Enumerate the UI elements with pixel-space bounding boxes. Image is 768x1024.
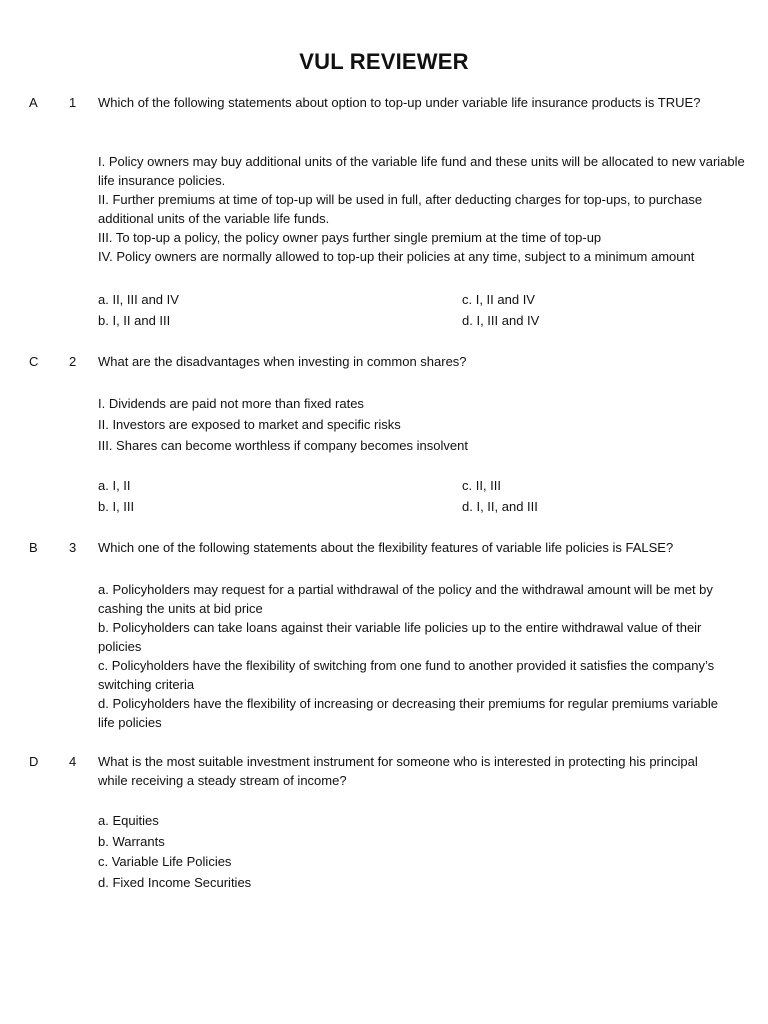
statement: III. To top-up a policy, the policy owner pays further single premium at the time of top-up	[98, 230, 602, 245]
option-c: c. Policyholders have the flexibility of switching from one fund to another provided it satisfies the company’s switching criteria	[98, 658, 715, 692]
question-number: 2	[69, 354, 77, 369]
statement: III. Shares can become worthless if company becomes insolvent	[98, 438, 468, 453]
option-d: d. Policyholders have the flexibility of increasing or decreasing their premiums for regular premiums variable life policies	[98, 696, 718, 730]
option-c: c. Variable Life Policies	[98, 854, 232, 869]
option-c: c. II, III	[462, 478, 502, 493]
document-title: VUL REVIEWER	[299, 49, 469, 74]
option-a: a. I, II	[98, 478, 131, 493]
question-2-statements	[98, 393, 750, 456]
option-c: c. I, II and IV	[462, 292, 535, 307]
question-number: 4	[69, 754, 77, 769]
option-a: a. Policyholders may request for a partial withdrawal of the policy and the withdrawal amount will be met by cashing the units at bid price	[98, 582, 713, 616]
question-stem: Which of the following statements about option to top-up under variable life insurance products is TRUE?	[98, 95, 701, 110]
answer-key: C	[29, 354, 39, 369]
answer-key: D	[29, 754, 39, 769]
statement: I. Policy owners may buy additional units of the variable life fund and these units will be allocated to new variable life insurance policies.	[98, 154, 745, 188]
statement: II. Further premiums at time of top-up will be used in full, after deducting charges for top-ups, to purchase additional units of the variable life funds.	[98, 192, 703, 226]
statement: II. Investors are exposed to market and specific risks	[98, 417, 401, 432]
option-d: d. I, III and IV	[462, 313, 540, 328]
question-1-options	[98, 290, 748, 332]
statement: I. Dividends are paid not more than fixed rates	[98, 396, 364, 411]
question-stem: What is the most suitable investment instrument for someone who is interested in protecting his principal while receiving a steady stream of income?	[98, 754, 698, 788]
question-4-options	[98, 811, 748, 893]
option-b: b. Warrants	[98, 833, 165, 849]
answer-key: B	[29, 540, 38, 555]
statement: IV. Policy owners are normally allowed to top-up their policies at any time, subject to a minimum amount	[98, 249, 695, 264]
option-d: d. I, II, and III	[462, 499, 538, 514]
question-2-options	[98, 476, 748, 518]
question-number: 3	[69, 540, 77, 555]
option-b: b. Policyholders can take loans against their variable life policies up to the entire withdrawal value of their policies	[98, 620, 702, 654]
option-a: a. II, III and IV	[98, 292, 179, 307]
question-stem: What are the disadvantages when investing in common shares?	[98, 354, 467, 369]
question-3-options	[98, 580, 738, 732]
question-number: 1	[69, 95, 77, 110]
option-d: d. Fixed Income Securities	[98, 874, 252, 890]
question-1-statements	[98, 152, 750, 266]
option-b: b. I, II and III	[98, 313, 171, 328]
option-a: a. Equities	[98, 813, 159, 828]
question-stem: Which one of the following statements about the flexibility features of variable life policies is FALSE?	[98, 540, 674, 555]
answer-key: A	[29, 95, 38, 110]
option-b: b. I, III	[98, 499, 135, 514]
